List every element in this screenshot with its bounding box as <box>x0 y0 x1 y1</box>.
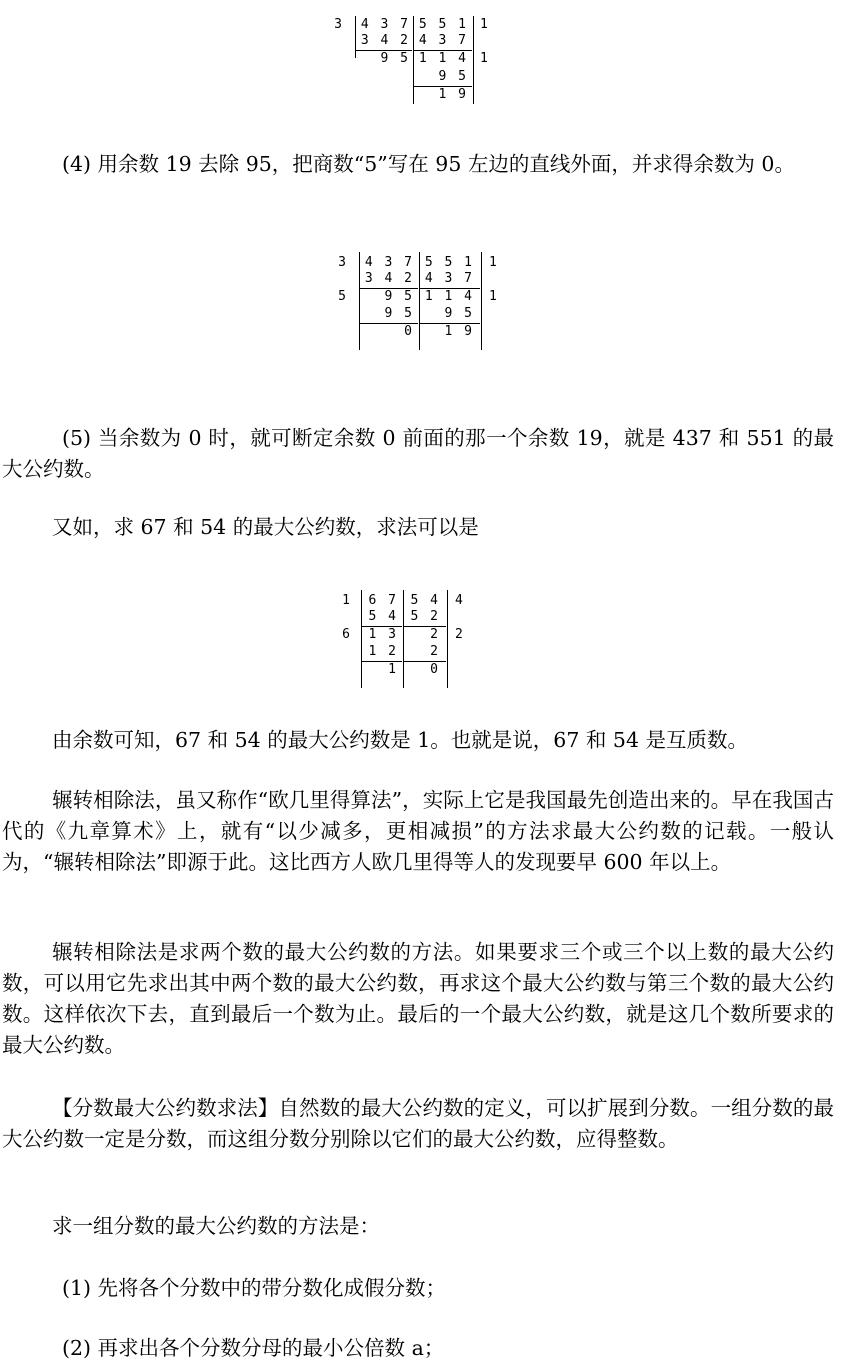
left-quotient-2: 5 <box>338 289 348 304</box>
right-col-row-4: 9 5 <box>438 69 468 84</box>
right-col-row-3: 1 1 4 <box>418 51 468 66</box>
left-col-row-1: 4 3 7 <box>364 255 414 270</box>
left-col-row-3: 9 5 <box>380 51 410 66</box>
right-col-row-1: 5 5 1 <box>418 17 468 32</box>
example-intro-paragraph: 又如，求 67 和 54 的最大公约数，求法可以是 <box>52 515 479 539</box>
right-col-row-5: 0 <box>430 662 440 677</box>
left-col-row-2: 3 4 2 <box>364 271 414 286</box>
middle-divider <box>413 16 414 104</box>
right-quotient-2: 2 <box>455 627 465 642</box>
left-divider <box>361 590 362 688</box>
method-step-2-paragraph: (2) 再求出各个分数分母的最小公倍数 a； <box>62 1336 445 1360</box>
right-col-row-3: 2 <box>430 627 440 642</box>
right-col-row-3: 1 1 4 <box>424 289 474 304</box>
history-paragraph: 辗转相除法，虽又称作“欧几里得算法”，实际上它是我国最先创造出来的。早在我国古代的《九章算术》上，就有“以少减多，更相减损”的方法求最大公约数的记载。一般认为，“辗转相除法”即源于此。这比西方人欧几里得等人的发现要早 600 年以上。 <box>2 788 834 874</box>
right-col-row-4: 9 5 <box>444 306 474 321</box>
right-quotient-1: 1 <box>489 255 499 270</box>
right-divider <box>473 16 474 104</box>
right-col-row-1: 5 5 1 <box>424 255 474 270</box>
division-figure-3 <box>338 588 478 690</box>
right-col-row-2: 5 2 <box>410 609 440 624</box>
right-col-row-4: 2 <box>430 644 440 659</box>
left-col-row-5: 1 <box>388 662 398 677</box>
left-quotient-2: 6 <box>342 627 352 642</box>
left-quotient-1: 1 <box>342 593 352 608</box>
right-col-row-2: 4 3 7 <box>418 33 468 48</box>
right-divider <box>447 590 448 688</box>
left-col-row-4: 9 5 <box>384 306 414 321</box>
left-col-row-1: 4 3 7 <box>360 17 410 32</box>
right-quotient-2: 1 <box>489 289 499 304</box>
left-divider <box>355 16 356 58</box>
right-quotient-1: 4 <box>455 593 465 608</box>
middle-divider <box>403 590 404 688</box>
right-quotient-2: 1 <box>480 51 490 66</box>
method-intro-paragraph: 求一组分数的最大公约数的方法是： <box>52 1214 380 1238</box>
division-figure-2 <box>334 250 504 352</box>
fraction-gcd-paragraph: 【分数最大公约数求法】自然数的最大公约数的定义，可以扩展到分数。一组分数的最大公约数一定是分数，而这组分数分别除以它们的最大公约数，应得整数。 <box>2 1096 834 1151</box>
right-divider <box>481 252 482 350</box>
left-col-row-5: 0 <box>404 324 414 339</box>
left-col-row-3: 1 3 <box>368 627 398 642</box>
left-col-row-2: 5 4 <box>368 609 398 624</box>
division-figure-1 <box>330 14 500 106</box>
step-4-paragraph: (4) 用余数 19 去除 95，把商数“5”写在 95 左边的直线外面，并求得余数为 0。 <box>62 152 795 176</box>
left-divider <box>359 252 360 350</box>
step-5-paragraph: (5) 当余数为 0 时，就可断定余数 0 前面的那一个余数 19，就是 437 和 551 的最大公约数。 <box>2 426 834 481</box>
left-col-row-3: 9 5 <box>384 289 414 304</box>
conclusion-paragraph: 由余数可知，67 和 54 的最大公约数是 1。也就是说，67 和 54 是互质数。 <box>52 728 748 752</box>
left-col-row-4: 1 2 <box>368 644 398 659</box>
right-quotient-1: 1 <box>480 17 490 32</box>
right-col-row-5: 1 9 <box>444 324 474 339</box>
right-col-row-1: 5 4 <box>410 593 440 608</box>
right-col-row-5: 1 9 <box>438 87 468 102</box>
multi-number-paragraph: 辗转相除法是求两个数的最大公约数的方法。如果要求三个或三个以上数的最大公约数，可以用它先求出其中两个数的最大公约数，再求这个最大公约数与第三个数的最大公约数。这样依次下去，直到最后一个数为止。最后的一个最大公约数，就是这几个数所要求的最大公约数。 <box>2 940 834 1057</box>
left-quotient: 3 <box>334 17 344 32</box>
method-step-1-paragraph: (1) 先将各个分数中的带分数化成假分数； <box>62 1276 447 1300</box>
middle-divider <box>419 252 420 350</box>
right-col-row-2: 4 3 7 <box>424 271 474 286</box>
left-col-row-1: 6 7 <box>368 593 398 608</box>
left-quotient-1: 3 <box>338 255 348 270</box>
left-col-row-2: 3 4 2 <box>360 33 410 48</box>
